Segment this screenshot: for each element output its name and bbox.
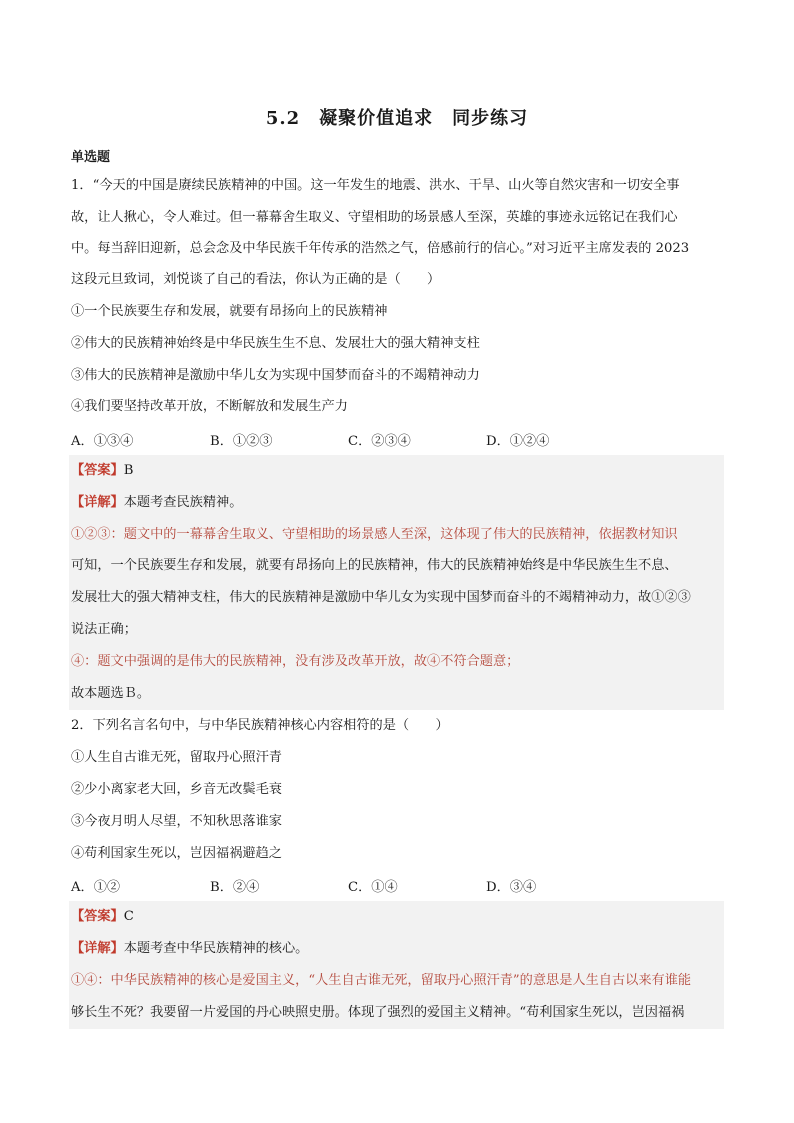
page-title: 5.2 凝聚价值追求 同步练习 <box>265 108 529 129</box>
q1-stem-line-2: 故，让人揪心，令人难过。但一幕幕舍生取义、守望相助的场景感人至深，英雄的事迹永远铭记在我们心 <box>71 210 678 225</box>
detail-tag: 【详解】 <box>71 941 124 956</box>
detail-tag: 【详解】 <box>71 495 124 510</box>
q1-stem-line-3: 中。每当辞旧迎新，总会念及中华民族千年传承的浩然之气，倍感前行的信心。”对习近平主席发表的 2023 <box>71 241 690 256</box>
q1-option-d: D．①②④ <box>486 434 550 449</box>
q1-detail-text: 本题考查民族精神。 <box>123 495 243 510</box>
answer-tag: 【答案】 <box>71 909 124 924</box>
q2-option-b: B．②④ <box>210 880 260 895</box>
q1-explain-line-2: 可知，一个民族要生存和发展，就要有昂扬向上的民族精神，伟大的民族精神始终是中华民族生生不息、 <box>71 558 678 573</box>
q1-explain-line-6: 故本题选Ｂ。 <box>71 686 151 701</box>
q2-answer-value: C <box>123 909 134 924</box>
q1-stem-line-1: 1．“今天的中国是赓续民族精神的中国。这一年发生的地震、洪水、干旱、山火等自然灾害和一切安全事 <box>71 178 680 193</box>
q2-statement-1: ①人生自古谁无死，留取丹心照汗青 <box>71 750 282 765</box>
q1-statement-2: ②伟大的民族精神始终是中华民族生生不息、发展壮大的强大精神支柱 <box>71 336 480 351</box>
q2-explain-line-1: ①④：中华民族精神的核心是爱国主义，“人生自古谁无死，留取丹心照汗青”的意思是人生自古以来有谁能 <box>71 973 692 988</box>
q2-option-a: A．①② <box>71 880 121 895</box>
q1-explain-line-5: ④：题文中强调的是伟大的民族精神，没有涉及改革开放，故④不符合题意； <box>71 654 520 669</box>
q2-statement-2: ②少小离家老大回，乡音无改鬓毛衰 <box>71 782 282 797</box>
q2-answer <box>71 907 727 927</box>
q1-option-b: B．①②③ <box>210 434 273 449</box>
q2-stem: 2．下列名言名句中，与中华民族精神核心内容相符的是（ ） <box>71 718 449 733</box>
q1-statement-3: ③伟大的民族精神是激励中华儿女为实现中国梦而奋斗的不竭精神动力 <box>71 368 480 383</box>
q1-statement-4: ④我们要坚持改革开放，不断解放和发展生产力 <box>71 399 348 414</box>
q1-stem-line-4: 这段元旦致词，刘悦谈了自己的看法，你认为正确的是（ ） <box>71 272 441 287</box>
q1-explain-line-1: ①②③：题文中的一幕幕舍生取义、守望相助的场景感人至深，这体现了伟大的民族精神，依据教材知识 <box>71 527 678 542</box>
q1-statement-1: ①一个民族要生存和发展，就要有昂扬向上的民族精神 <box>71 304 388 319</box>
q2-explain-line-2: 够长生不死？我要留一片爱国的丹心映照史册。体现了强烈的爱国主义精神。“苟利国家生死以，岂因福祸 <box>71 1005 685 1020</box>
q2-statement-3: ③今夜月明人尽望，不知秋思落谁家 <box>71 814 282 829</box>
section-heading: 单选题 <box>71 150 111 165</box>
q1-detail <box>71 493 727 513</box>
q1-explain-line-4: 说法正确； <box>71 622 137 637</box>
q1-answer-value: B <box>123 463 134 478</box>
q1-option-a: A．①③④ <box>71 434 134 449</box>
q2-detail <box>71 939 727 959</box>
q2-statement-4: ④苟利国家生死以，岂因福祸避趋之 <box>71 846 282 861</box>
q2-option-c: C．①④ <box>348 880 398 895</box>
q1-answer <box>71 461 727 481</box>
q1-option-c: C．②③④ <box>348 434 411 449</box>
q1-explain-line-3: 发展壮大的强大精神支柱，伟大的民族精神是激励中华儿女为实现中国梦而奋斗的不竭精神动力，故①②③ <box>71 590 691 605</box>
answer-tag: 【答案】 <box>71 463 124 478</box>
q2-detail-text: 本题考查中华民族精神的核心。 <box>123 941 309 956</box>
q2-option-d: D．③④ <box>486 880 537 895</box>
